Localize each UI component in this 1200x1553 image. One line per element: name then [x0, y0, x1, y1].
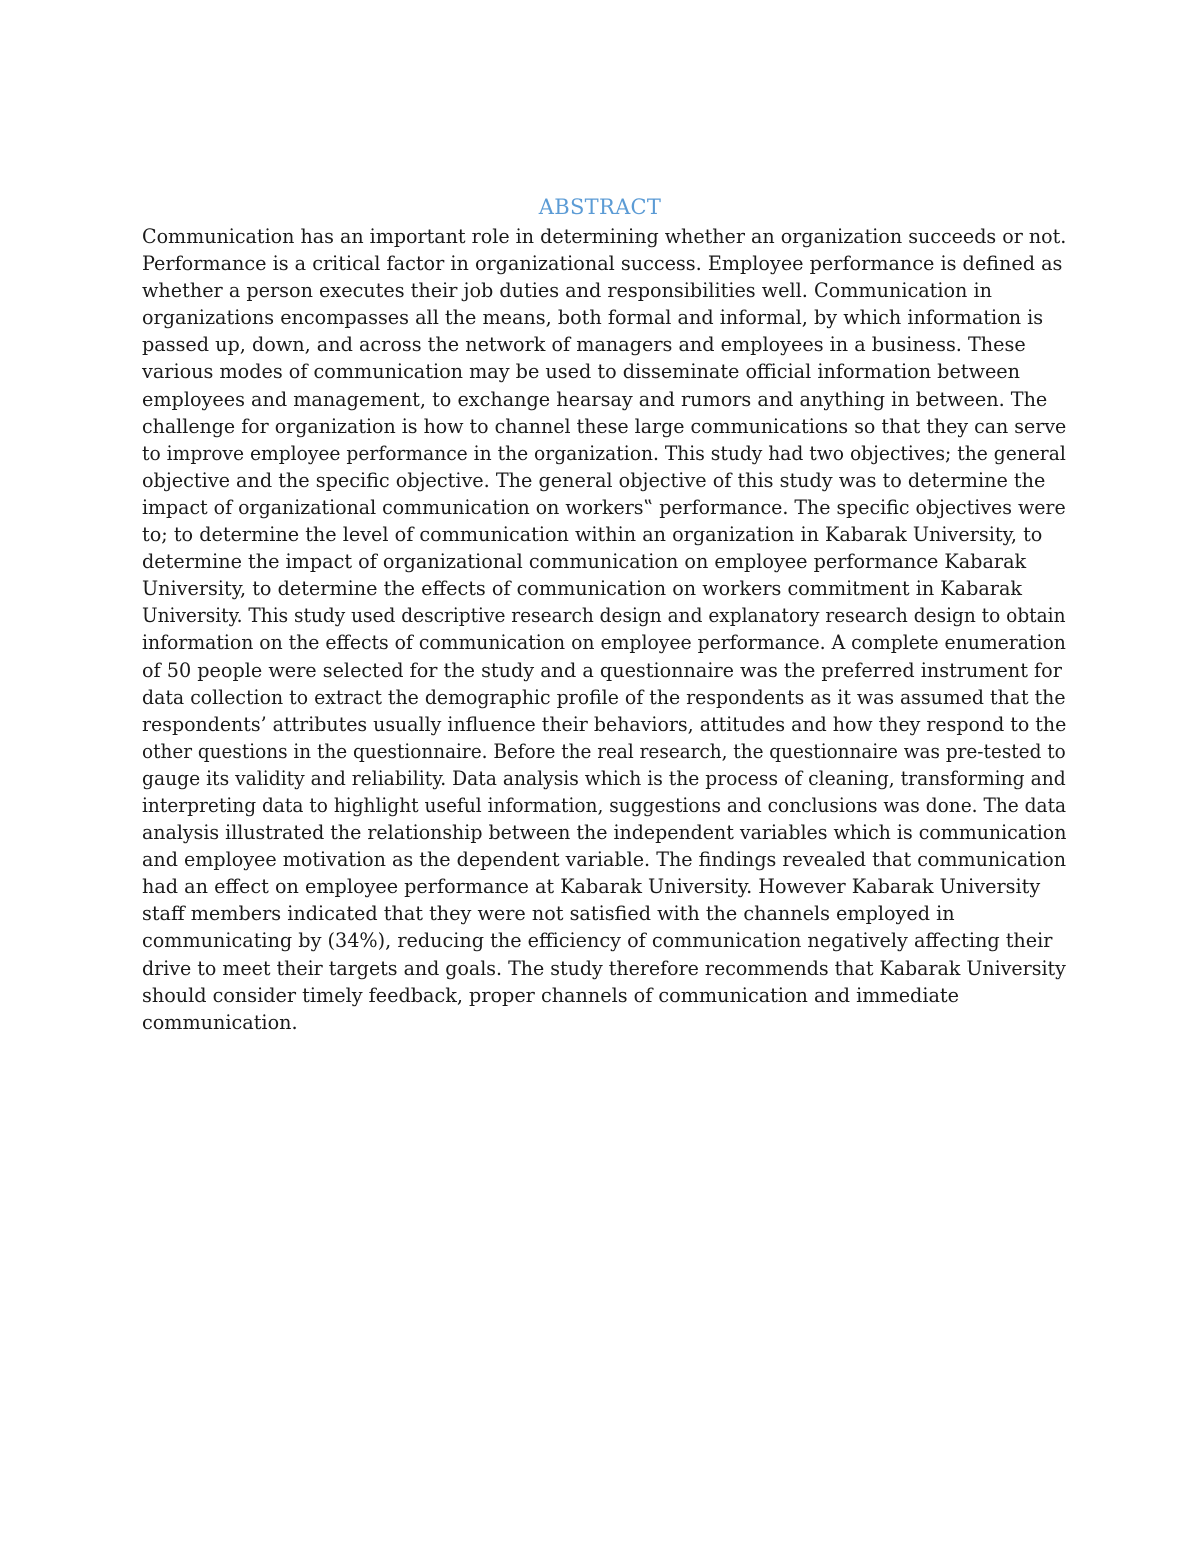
- abstract-line: determine the impact of organizational communication on employee performance Kabarak: [142, 550, 1027, 574]
- abstract-line: University. This study used descriptive research design and explanatory research design to obtain: [142, 604, 1066, 628]
- abstract-paragraph: [142, 223, 1066, 1036]
- abstract-line: gauge its validity and reliability. Data analysis which is the process of cleaning, transforming and: [142, 766, 1066, 790]
- abstract-line: to; to determine the level of communication within an organization in Kabarak University, to: [142, 523, 1043, 547]
- abstract-line: to improve employee performance in the organization. This study had two objectives; the general: [142, 441, 1066, 465]
- abstract-line: Performance is a critical factor in organizational success. Employee performance is defined as: [142, 252, 1063, 276]
- abstract-line: objective and the specific objective. The general objective of this study was to determine the: [142, 468, 1046, 492]
- abstract-line: impact of organizational communication on workers‟ performance. The specific objectives were: [142, 495, 1066, 519]
- abstract-line: information on the effects of communication on employee performance. A complete enumeration: [142, 631, 1066, 655]
- abstract-line: employees and management, to exchange hearsay and rumors and anything in between. The: [142, 387, 1048, 411]
- abstract-line: organizations encompasses all the means, both formal and informal, by which information is: [142, 306, 1044, 330]
- abstract-line: various modes of communication may be used to disseminate official information between: [142, 360, 1021, 384]
- abstract-line: passed up, down, and across the network of managers and employees in a business. These: [142, 333, 1026, 357]
- abstract-line: of 50 people were selected for the study and a questionnaire was the preferred instrument for: [142, 658, 1062, 682]
- abstract-line: drive to meet their targets and goals. The study therefore recommends that Kabarak University: [142, 956, 1066, 980]
- abstract-line: challenge for organization is how to channel these large communications so that they can serve: [142, 414, 1067, 438]
- abstract-line: other questions in the questionnaire. Before the real research, the questionnaire was pre-tested to: [142, 739, 1066, 763]
- abstract-line: interpreting data to highlight useful information, suggestions and conclusions was done. The data: [142, 793, 1067, 817]
- abstract-line: analysis illustrated the relationship between the independent variables which is communication: [142, 821, 1067, 845]
- abstract-line: University, to determine the effects of communication on workers commitment in Kabarak: [142, 577, 1023, 601]
- abstract-line: staff members indicated that they were not satisfied with the channels employed in: [142, 902, 955, 926]
- abstract-line: communicating by (34%), reducing the efficiency of communication negatively affecting their: [142, 929, 1053, 953]
- abstract-line: Communication has an important role in determining whether an organization succeeds or not.: [142, 225, 1067, 248]
- abstract-line: whether a person executes their job duties and responsibilities well. Communication in: [142, 279, 993, 303]
- abstract-line: had an effect on employee performance at Kabarak University. However Kabarak University: [142, 875, 1041, 899]
- abstract-heading: ABSTRACT: [538, 195, 662, 219]
- abstract-line: communication.: [142, 1010, 298, 1034]
- abstract-line: data collection to extract the demographic profile of the respondents as it was assumed that the: [142, 685, 1066, 709]
- abstract-line: respondents’ attributes usually influence their behaviors, attitudes and how they respond to the: [142, 712, 1067, 736]
- abstract-line: should consider timely feedback, proper channels of communication and immediate: [142, 983, 959, 1007]
- abstract-line: and employee motivation as the dependent variable. The findings revealed that communication: [142, 848, 1067, 872]
